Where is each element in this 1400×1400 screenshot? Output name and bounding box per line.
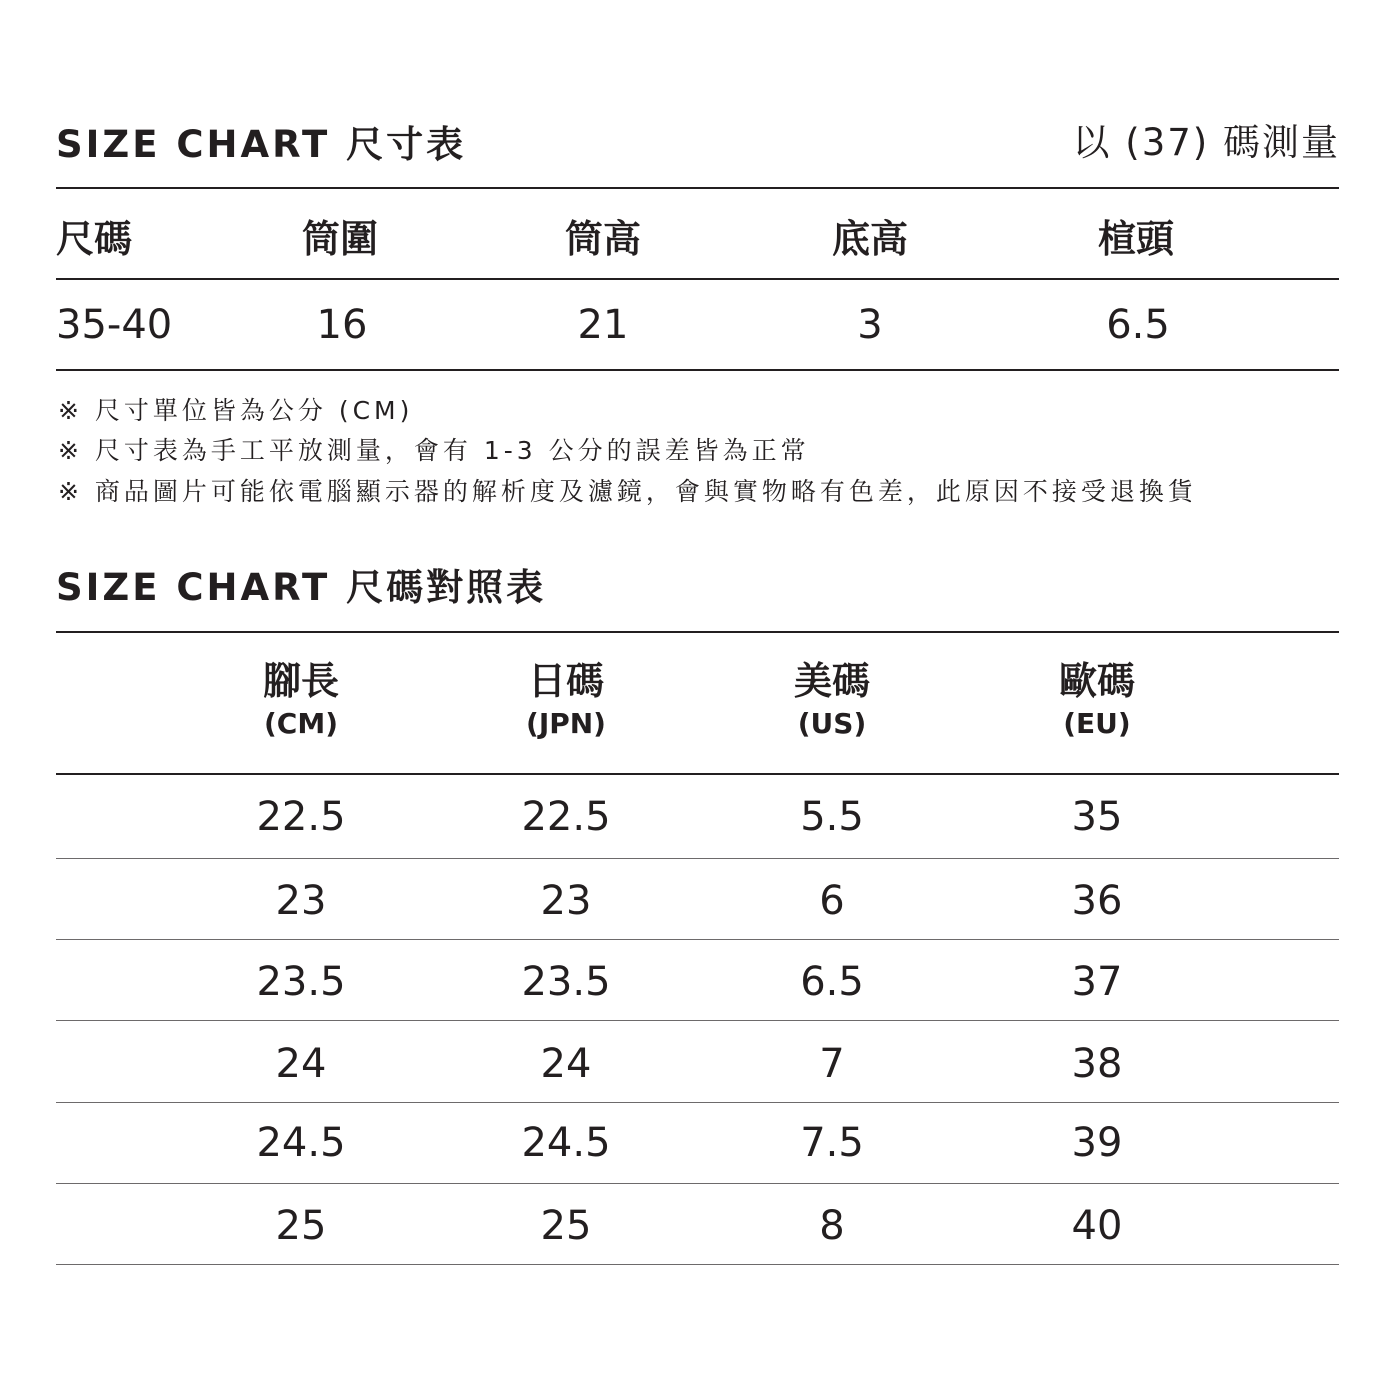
divider bbox=[56, 278, 1339, 280]
cell-us-size: 6 bbox=[819, 878, 845, 924]
cell-foot-length: 24.5 bbox=[256, 1120, 346, 1166]
row-divider bbox=[56, 858, 1339, 859]
cell-eu-size: 40 bbox=[1071, 1203, 1123, 1249]
cell-foot-length: 23 bbox=[275, 878, 327, 924]
header-toe-width: 楦頭 bbox=[1097, 217, 1175, 261]
note-unit: ※ 尺寸單位皆為公分 (CM) bbox=[58, 396, 414, 425]
row-divider bbox=[56, 1183, 1339, 1184]
divider bbox=[56, 773, 1339, 775]
header-foot-length: 腳長 (CM) bbox=[262, 659, 340, 740]
note-measurement-error: ※ 尺寸表為手工平放測量，會有 1-3 公分的誤差皆為正常 bbox=[58, 436, 810, 465]
cell-foot-length: 22.5 bbox=[256, 794, 346, 840]
cell-us-size: 7.5 bbox=[800, 1120, 864, 1166]
header-shaft-circumference: 筒圍 bbox=[301, 217, 379, 261]
value-size: 35-40 bbox=[56, 302, 173, 348]
cell-foot-length: 24 bbox=[275, 1041, 327, 1087]
cell-jpn-size: 24 bbox=[540, 1041, 592, 1087]
cell-us-size: 5.5 bbox=[800, 794, 864, 840]
header-eu-size: 歐碼 (EU) bbox=[1058, 659, 1136, 740]
divider bbox=[56, 369, 1339, 371]
header-size: 尺碼 bbox=[56, 217, 133, 261]
cell-eu-size: 36 bbox=[1071, 878, 1123, 924]
cell-us-size: 6.5 bbox=[800, 959, 864, 1005]
cell-jpn-size: 25 bbox=[540, 1203, 592, 1249]
cell-us-size: 8 bbox=[819, 1203, 845, 1249]
cell-foot-length: 23.5 bbox=[256, 959, 346, 1005]
cell-jpn-size: 22.5 bbox=[521, 794, 611, 840]
header-shaft-height: 筒高 bbox=[564, 217, 642, 261]
note-color-difference: ※ 商品圖片可能依電腦顯示器的解析度及濾鏡，會與實物略有色差，此原因不接受退換貨 bbox=[58, 477, 1197, 506]
row-divider bbox=[56, 1264, 1339, 1265]
cell-foot-length: 25 bbox=[275, 1203, 327, 1249]
measure-note: 以 (37) 碼測量 bbox=[1072, 121, 1340, 164]
header-us-size: 美碼 (US) bbox=[793, 659, 871, 740]
cell-eu-size: 37 bbox=[1071, 959, 1123, 1005]
cell-us-size: 7 bbox=[819, 1041, 845, 1087]
value-toe-width: 6.5 bbox=[1106, 302, 1170, 348]
value-heel-height: 3 bbox=[857, 302, 883, 348]
cell-eu-size: 39 bbox=[1071, 1120, 1123, 1166]
cell-jpn-size: 23 bbox=[540, 878, 592, 924]
value-shaft-height: 21 bbox=[577, 302, 629, 348]
divider bbox=[56, 187, 1339, 189]
cell-jpn-size: 24.5 bbox=[521, 1120, 611, 1166]
row-divider bbox=[56, 939, 1339, 940]
header-jpn-size: 日碼 (JPN) bbox=[526, 659, 606, 740]
cell-jpn-size: 23.5 bbox=[521, 959, 611, 1005]
row-divider bbox=[56, 1102, 1339, 1103]
cell-eu-size: 35 bbox=[1071, 794, 1123, 840]
cell-eu-size: 38 bbox=[1071, 1041, 1123, 1087]
divider bbox=[56, 631, 1339, 633]
header-heel-height: 底高 bbox=[831, 217, 909, 261]
row-divider bbox=[56, 1020, 1339, 1021]
conversion-chart-title: SIZE CHART 尺碼對照表 bbox=[56, 566, 547, 609]
value-shaft-circumference: 16 bbox=[316, 302, 368, 348]
size-chart-title: SIZE CHART 尺寸表 bbox=[56, 123, 467, 166]
